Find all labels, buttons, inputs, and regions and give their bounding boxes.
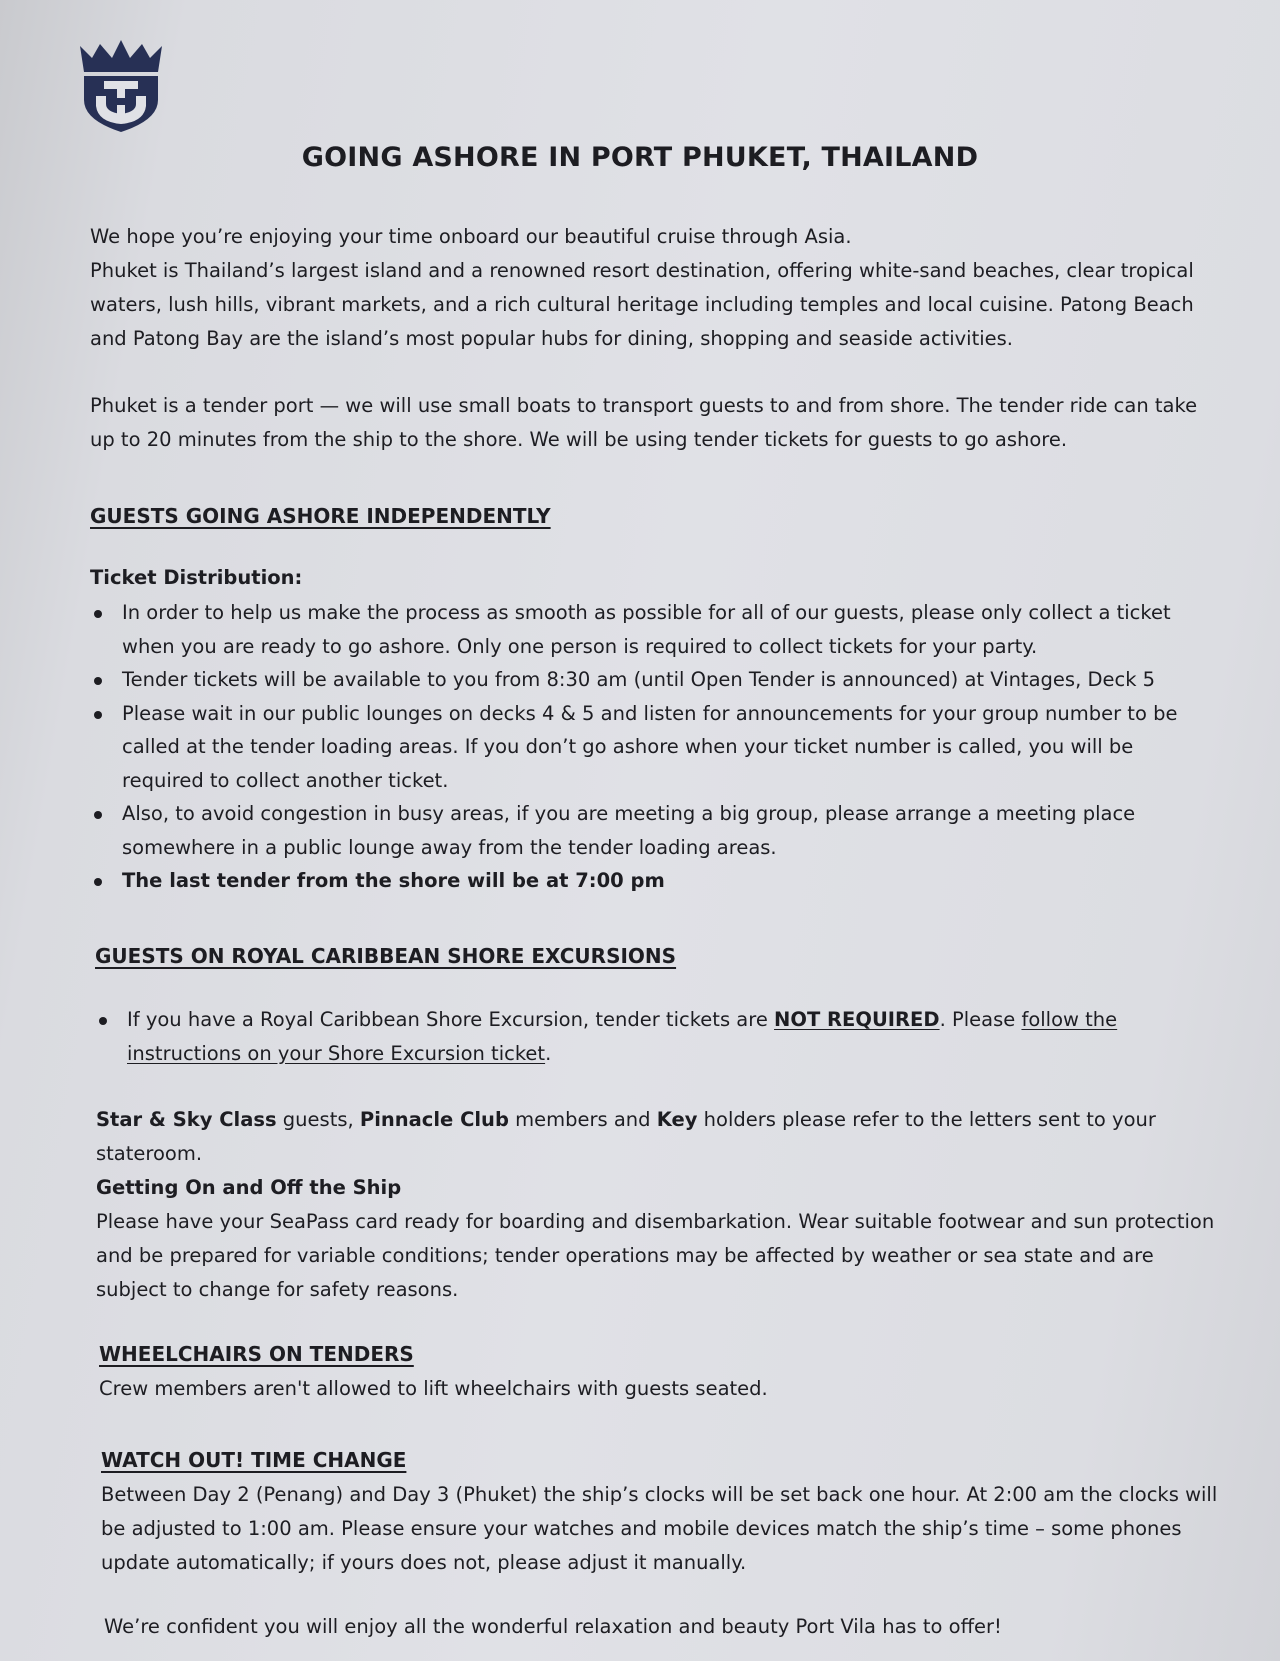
- excursion-text: . Please: [939, 1008, 1022, 1031]
- crown-anchor-icon: [78, 38, 164, 132]
- section-heading-wheelchairs: WHEELCHAIRS ON TENDERS: [99, 1342, 414, 1366]
- closing-text: We’re confident you will enjoy all the wonderful relaxation and beauty Port Vila has to offer!: [104, 1615, 1002, 1638]
- wheelchairs-section: [99, 1372, 1219, 1406]
- list-item: Also, to avoid congestion in busy areas, if you are meeting a big group, please arrange a meeting place somewhere in a public lounge away from the tender loading areas.: [90, 797, 1210, 864]
- list-item: Tender tickets will be available to you from 8:30 am (until Open Tender is announced) at Vintages, Deck 5: [90, 663, 1210, 697]
- not-required-emphasis: NOT REQUIRED: [774, 1008, 940, 1031]
- ticket-distribution-list: [90, 596, 1210, 898]
- intro-description: Phuket is Thailand’s largest island and a renowned resort destination, offering white-sand beaches, clear tropical waters, lush hills, vibrant markets, and a rich cultural heritage including temples and local cuisine. Patong Beach and Patong Bay are the island’s most popular hubs for dining, shopping and seaside activities.: [90, 259, 1194, 350]
- list-item: In order to help us make the process as smooth as possible for all of our guests, please only collect a ticket when you are ready to go ashore. Only one person is required to collect tickets for your party.: [90, 596, 1210, 663]
- page-title: GOING ASHORE IN PORT PHUKET, THAILAND: [301, 142, 979, 173]
- instructions-emphasis: follow the instructions on your Shore Excursion ticket: [127, 1008, 1118, 1065]
- star-sky-label: Star & Sky Class: [96, 1108, 277, 1131]
- excursion-text: .: [545, 1041, 552, 1065]
- getting-on-heading: Getting On and Off the Ship: [96, 1176, 402, 1199]
- tender-port-text: Phuket is a tender port — we will use small boats to transport guests to and from shore. The tender ride can take up to 20 minutes from the ship to the shore. We will be using tender tickets for guests to go ashore.: [90, 394, 1198, 451]
- loyalty-text: guests,: [276, 1108, 360, 1131]
- ticket-distribution-heading: Ticket Distribution:: [90, 566, 303, 589]
- time-change-text: Between Day 2 (Penang) and Day 3 (Phuket) the ship’s clocks will be set back one hour. At 2:00 am the clocks will be adjusted to 1:00 am. Please ensure your watches and mobile devices match the ship’s time – some phones update automatically; if yours does not, please adjust it manually.: [101, 1483, 1218, 1574]
- list-item: [95, 1003, 1215, 1070]
- tender-port-info: [90, 389, 1210, 457]
- intro-section: [90, 220, 1210, 356]
- closing-section: [104, 1610, 1224, 1644]
- loyalty-text: holders please refer to the letters sent to your stateroom.: [96, 1108, 1156, 1165]
- list-item: Please wait in our public lounges on decks 4 & 5 and listen for announcements for your group number to be called at the tender loading areas. If you don’t go ashore when your ticket number is called, you will be required to collect another ticket.: [90, 697, 1210, 798]
- wheelchairs-text: Crew members aren't allowed to lift wheelchairs with guests seated.: [99, 1377, 768, 1400]
- key-label: Key: [656, 1108, 698, 1131]
- excursions-list: [95, 1003, 1215, 1070]
- section-heading-time-change: WATCH OUT! TIME CHANGE: [101, 1448, 407, 1472]
- time-change-section: [101, 1478, 1221, 1580]
- section-heading-excursions: GUESTS ON ROYAL CARIBBEAN SHORE EXCURSIONS: [95, 944, 677, 968]
- loyalty-note: [96, 1103, 1216, 1307]
- getting-on-text: Please have your SeaPass card ready for boarding and disembarkation. Wear suitable footwear and sun protection and be prepared for variable conditions; tender operations may be affected by weather or sea state and are subject to change for safety reasons.: [96, 1210, 1215, 1301]
- list-item-last-tender: The last tender from the shore will be at 7:00 pm: [90, 864, 1210, 898]
- excursion-text: If you have a Royal Caribbean Shore Excursion, tender tickets are: [127, 1008, 775, 1031]
- pinnacle-label: Pinnacle Club: [359, 1108, 509, 1131]
- intro-greeting: We hope you’re enjoying your time onboard our beautiful cruise through Asia.: [90, 225, 852, 248]
- loyalty-text: members and: [508, 1108, 657, 1131]
- section-heading-independent: GUESTS GOING ASHORE INDEPENDENTLY: [90, 504, 551, 528]
